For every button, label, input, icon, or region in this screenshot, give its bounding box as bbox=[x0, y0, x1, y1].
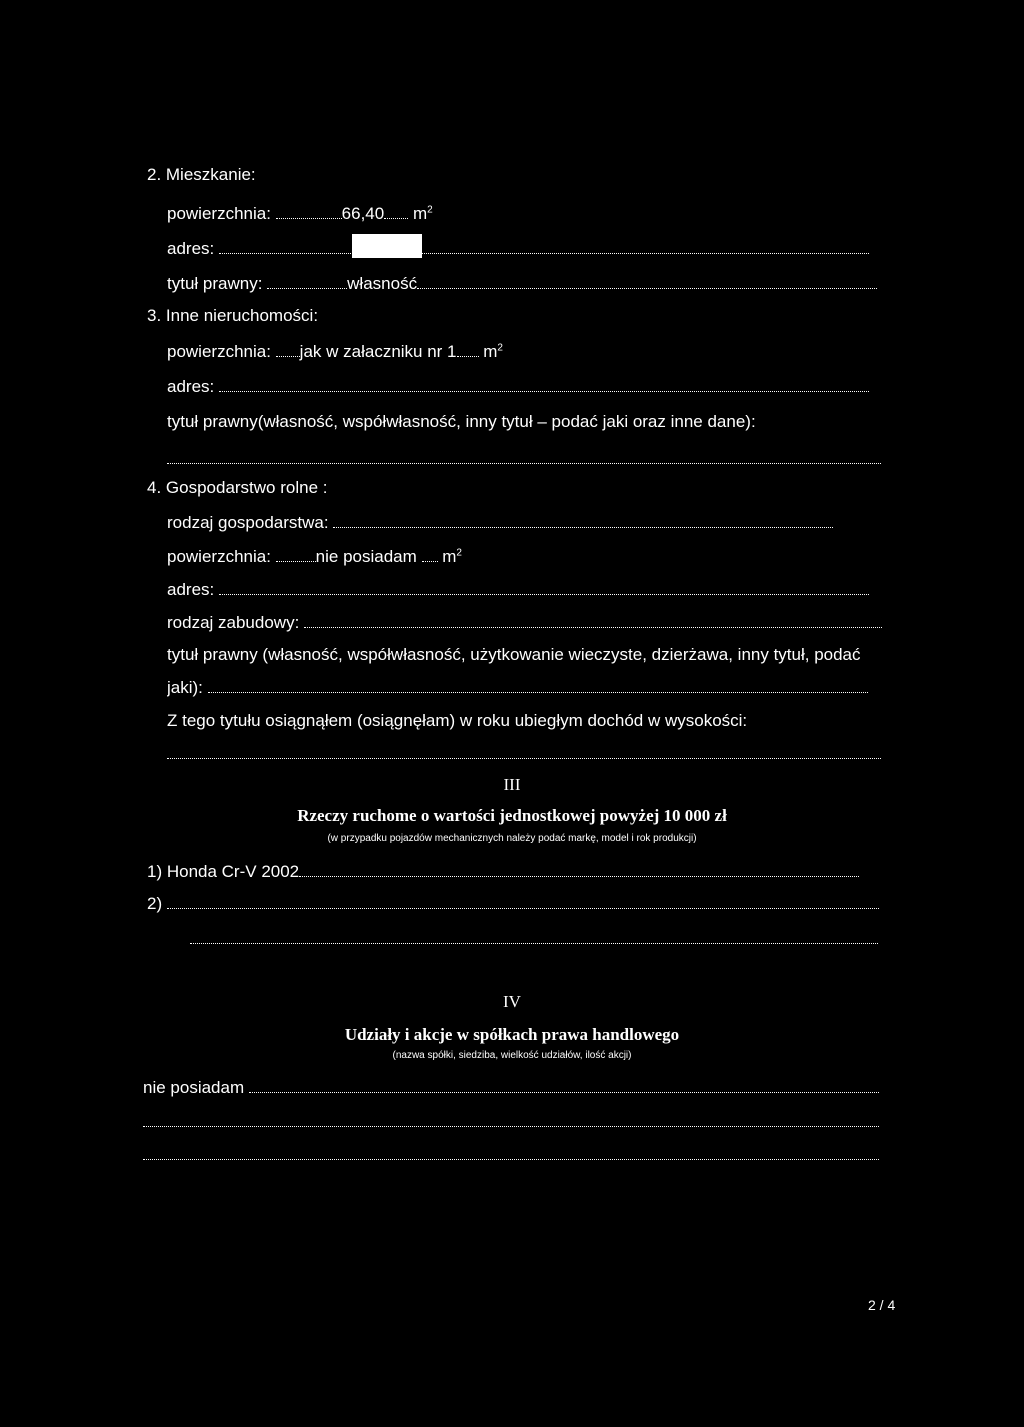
area-value: jak w załaczniku nr 1 bbox=[299, 342, 457, 361]
type-label: rodzaj gospodarstwa: bbox=[167, 513, 334, 532]
area-unit: m bbox=[483, 342, 498, 361]
area-unit: m bbox=[442, 547, 457, 566]
area-value: 66,40 bbox=[341, 204, 385, 223]
area-unit: m bbox=[412, 204, 428, 223]
item-4-address-row bbox=[167, 580, 883, 600]
section-iv-blank-row-1 bbox=[143, 1112, 881, 1132]
section-iv-blank-row-2 bbox=[143, 1145, 881, 1165]
item-4-area-row bbox=[167, 547, 507, 567]
section-iii-item-1-row bbox=[147, 862, 883, 882]
area-unit-sup: 2 bbox=[427, 204, 433, 216]
item-2-value: 2) bbox=[147, 894, 167, 913]
title-label-cont: jaki): bbox=[167, 678, 208, 697]
area-value: nie posiadam bbox=[315, 547, 422, 566]
item-4-income-label: Z tego tytułu osiągnąłem (osiągnęłam) w roku ubiegłym dochód w wysokości: bbox=[167, 711, 748, 730]
section-iii-blank-row bbox=[190, 929, 880, 949]
item-2-address-row bbox=[167, 239, 883, 259]
item-4-type-row bbox=[167, 513, 861, 533]
address-label: adres: bbox=[167, 239, 219, 258]
section-iv-title: Udziały i akcje w spółkach prawa handlowego bbox=[344, 1025, 680, 1044]
area-unit-sup: 2 bbox=[456, 547, 462, 559]
section-iv-value-row bbox=[143, 1078, 881, 1098]
page-number: 2 / 4 bbox=[868, 1297, 896, 1313]
section-iv-value: nie posiadam bbox=[143, 1078, 249, 1097]
item-2-title-row bbox=[167, 274, 883, 294]
item-1-value: 1) Honda Cr-V 2002 bbox=[147, 862, 300, 881]
area-unit-sup: 2 bbox=[497, 342, 503, 354]
item-3-area-row bbox=[167, 342, 567, 362]
item-4-title-label: tytuł prawny (własność, współwłasność, użytkowanie wieczyste, dzierżawa, inny tytuł, podać bbox=[167, 645, 861, 664]
item-3-title-label: tytuł prawny(własność, współwłasność, inny tytuł – podać jaki oraz inne dane): bbox=[167, 412, 756, 431]
item-2-area-row bbox=[167, 204, 467, 224]
area-label: powierzchnia: bbox=[167, 547, 276, 566]
area-label: powierzchnia: bbox=[167, 342, 276, 361]
building-label: rodzaj zabudowy: bbox=[167, 613, 305, 632]
redaction-box bbox=[352, 234, 422, 258]
section-iv-numeral: IV bbox=[503, 992, 521, 1011]
title-value: własność bbox=[347, 274, 418, 293]
section-iii-numeral: III bbox=[503, 775, 521, 794]
item-3-heading: 3. Inne nieruchomości: bbox=[147, 306, 319, 325]
section-iii-note: (w przypadku pojazdów mechanicznych należy podać markę, model i rok produkcji) bbox=[327, 833, 697, 844]
section-iv-note: (nazwa spółki, siedziba, wielkość udziałów, ilość akcji) bbox=[392, 1050, 632, 1061]
item-4-title-cont-row bbox=[167, 678, 883, 698]
item-2-heading: 2. Mieszkanie: bbox=[147, 165, 256, 184]
item-3-address-row bbox=[167, 377, 883, 397]
area-label: powierzchnia: bbox=[167, 204, 276, 223]
item-4-heading: 4. Gospodarstwo rolne : bbox=[147, 478, 328, 497]
section-iii-item-2-row bbox=[147, 894, 883, 914]
address-label: adres: bbox=[167, 377, 219, 396]
item-3-blank-row bbox=[167, 449, 883, 469]
section-iii-title: Rzeczy ruchome o wartości jednostkowej powyżej 10 000 zł bbox=[297, 806, 727, 825]
address-label: adres: bbox=[167, 580, 219, 599]
item-4-building-row bbox=[167, 613, 883, 633]
item-4-income-blank-row bbox=[167, 744, 883, 764]
title-label: tytuł prawny: bbox=[167, 274, 268, 293]
